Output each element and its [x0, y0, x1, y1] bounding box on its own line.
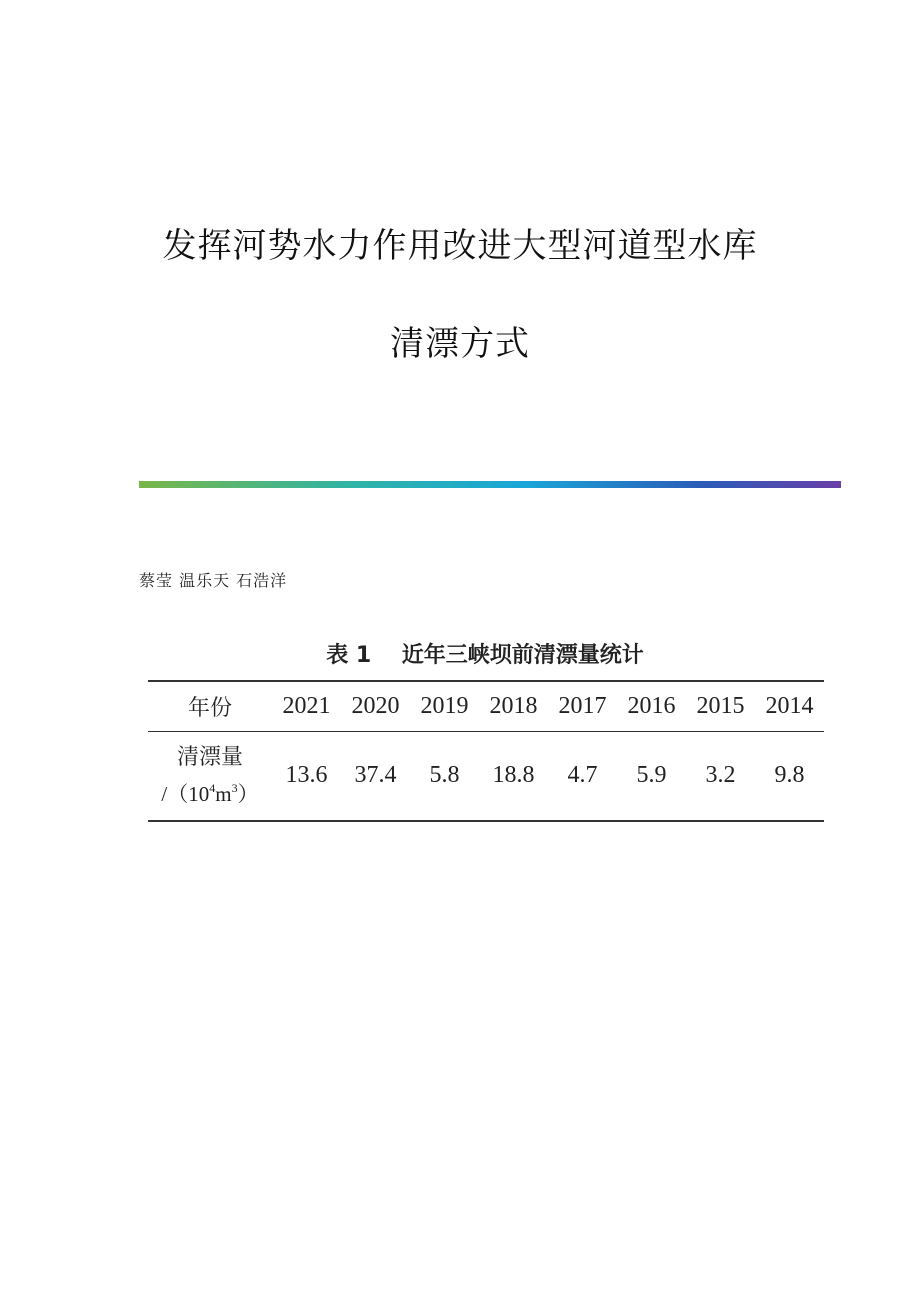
header-label-year: 年份 — [187, 695, 232, 721]
row-label-unit: $/(10^4m^3)$ — [161, 780, 259, 806]
value-cell: 3.2 — [705, 762, 736, 789]
year-cell: 2018 — [489, 692, 538, 719]
value-cell: 9.8 — [774, 762, 805, 789]
year-cell: 2014 — [765, 692, 814, 719]
year-cell: 2015 — [696, 692, 745, 719]
year-cell: 2017 — [558, 692, 607, 719]
floating-debris-table — [148, 680, 824, 822]
table-caption: 表 1 近年三峡坝前清漂量统计 — [326, 643, 644, 668]
document-title-line-1: 发挥河势水力作用改进大型河道型水库 — [162, 226, 758, 266]
value-cell: 18.8 — [492, 762, 535, 789]
value-cell: 37.4 — [354, 762, 397, 789]
table-header-row — [148, 681, 824, 731]
value-cell: 5.9 — [636, 762, 667, 789]
row-label-main: 清漂量 — [176, 744, 243, 770]
year-cell: 2020 — [351, 692, 400, 719]
row-label-volume — [148, 731, 272, 821]
document-title-line-2: 清漂方式 — [390, 324, 530, 364]
title-divider — [139, 481, 841, 488]
value-cell: 5.8 — [429, 762, 460, 789]
year-cell: 2019 — [420, 692, 469, 719]
year-cell: 2021 — [282, 692, 331, 719]
author-list: 蔡莹 温乐天 石浩洋 — [139, 571, 288, 590]
year-cell: 2016 — [627, 692, 676, 719]
table-row — [148, 731, 824, 821]
value-cell: 13.6 — [285, 762, 328, 789]
value-cell: 4.7 — [567, 762, 598, 789]
